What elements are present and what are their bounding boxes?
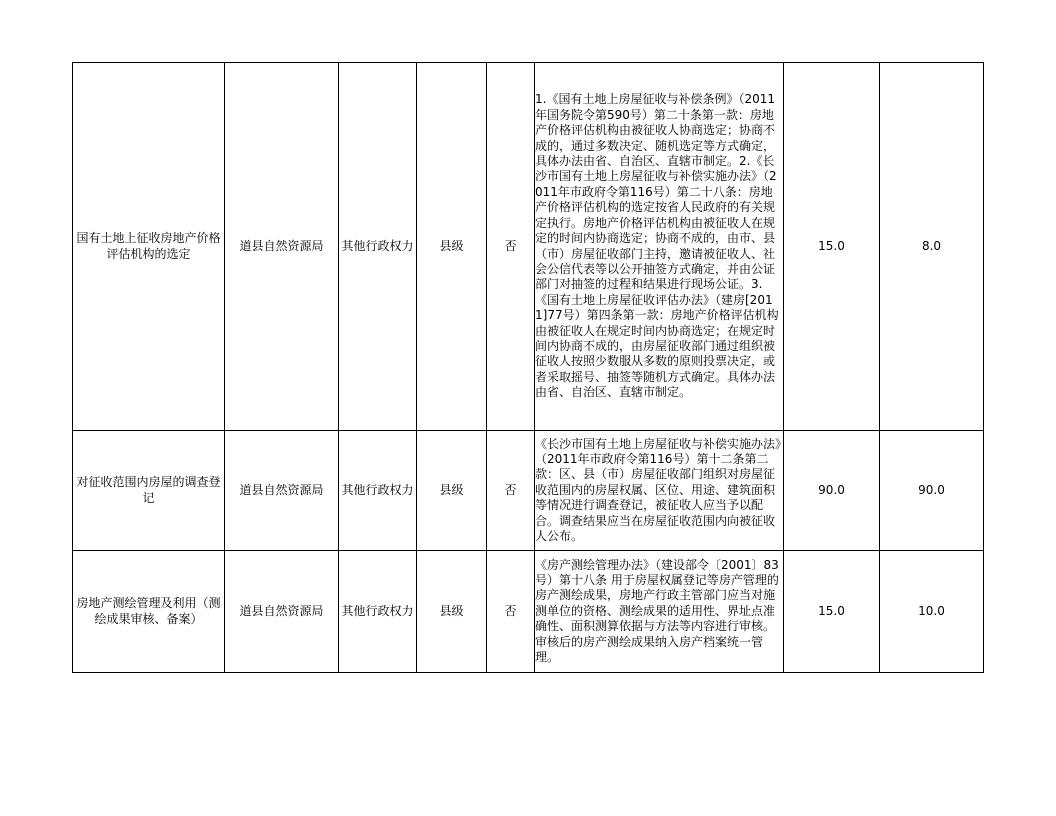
value1-cell [784, 63, 880, 431]
department-cell [225, 551, 339, 673]
power-type-cell [339, 431, 417, 551]
value2: 90.0 [918, 482, 945, 497]
value2-cell [880, 431, 984, 551]
department: 道县自然资源局 [239, 482, 324, 497]
flag-cell [487, 63, 535, 431]
level-cell [417, 551, 487, 673]
table-row [73, 431, 984, 551]
value1: 15.0 [818, 238, 845, 253]
level: 县级 [439, 603, 464, 618]
power-type: 其他行政权力 [341, 603, 414, 618]
legal-basis: 《房产测绘管理办法》（建设部令〔2001〕83号）第十八条 用于房屋权属登记等房产管理的房产测绘成果，房地产行政主管部门应当对施测单位的资格、测绘成果的适用性、界址点准确性、面积测算依据与方法等内容进行审核。审核后的房产测绘成果纳入房产档案统一管理。 [535, 557, 779, 665]
power-name: 房地产测绘管理及利用（测绘成果审核、备案） [76, 596, 221, 626]
value1: 90.0 [818, 482, 845, 497]
power-type-cell [339, 551, 417, 673]
power-type: 其他行政权力 [341, 238, 414, 253]
legal-basis: 1.《国有土地上房屋征收与补偿条例》（2011年国务院令第590号）第二十条第一款：房地产价格评估机构由被征收人协商选定；协商不成的，通过多数决定、随机选定等方式确定，具体办法由省、自治区、直辖市制定。2.《长沙市国有土地上房屋征收与补偿实施办法》（2011年市政府令第116号）第二十八条：房地产价格评估机构的选定按省人民政府的有关规定执行。房地产价格评估机构由被征收人在规定的时间内协商选定；协商不成的，由市、县（市）房屋征收部门主持，邀请被征收人、社会公信代表等以公开抽签方式确定，并由公证部门对抽签的过程和结果进行现场公证。3.《国有土地上房屋征收评估办法》（建房[2011]77号）第四条第一款：房地产价格评估机构由被征收人在规定时间内协商选定；在规定时间内协商不成的，由房屋征收部门通过组织被征收人按照少数服从多数的原则投票决定，或者采取摇号、抽签等随机方式确定。具体办法由省、自治区、直辖市制定。 [535, 92, 779, 400]
flag: 否 [504, 238, 517, 253]
department: 道县自然资源局 [239, 603, 324, 618]
value2-cell [880, 551, 984, 673]
legal-basis: 《长沙市国有土地上房屋征收与补偿实施办法》（2011年市政府令第116号）第十二条第二款：区、县（市）房屋征收部门组织对房屋征收范围内的房屋权属、区位、用途、建筑面积等情况进行调查登记，被征收人应当予以配合。调查结果应当在房屋征收范围内向被征收人公布。 [535, 436, 782, 544]
level-cell [417, 63, 487, 431]
power-type: 其他行政权力 [341, 482, 414, 497]
value2: 10.0 [918, 603, 945, 618]
level: 县级 [439, 482, 464, 497]
flag-cell [487, 431, 535, 551]
value1-cell [784, 431, 880, 551]
power-name-cell [73, 551, 225, 673]
value2: 8.0 [921, 238, 942, 253]
authority-table [72, 62, 984, 673]
level: 县级 [439, 238, 464, 253]
power-name: 对征收范围内房屋的调查登记 [76, 475, 221, 505]
table-row [73, 551, 984, 673]
power-name: 国有土地上征收房地产价格评估机构的选定 [76, 231, 221, 261]
power-name-cell [73, 431, 225, 551]
legal-basis-cell [535, 63, 784, 431]
power-name-cell [73, 63, 225, 431]
department-cell [225, 63, 339, 431]
flag: 否 [504, 482, 517, 497]
value2-cell [880, 63, 984, 431]
department-cell [225, 431, 339, 551]
legal-basis-cell [535, 431, 784, 551]
table-row [73, 63, 984, 431]
value1-cell [784, 551, 880, 673]
flag: 否 [504, 603, 517, 618]
level-cell [417, 431, 487, 551]
department: 道县自然资源局 [239, 238, 324, 253]
power-type-cell [339, 63, 417, 431]
value1: 15.0 [818, 603, 845, 618]
legal-basis-cell [535, 551, 784, 673]
flag-cell [487, 551, 535, 673]
